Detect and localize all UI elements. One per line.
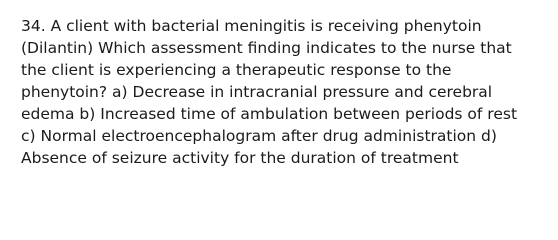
question-line: Absence of seizure activity for the duration of treatment — [21, 149, 459, 167]
question-line: 34. A client with bacterial meningitis is receiving phenytoin — [21, 17, 482, 35]
question-line: (Dilantin) Which assessment finding indicates to the nurse that — [21, 39, 512, 57]
question-line: phenytoin? a) Decrease in intracranial pressure and cerebral — [21, 83, 493, 101]
question-line: the client is experiencing a therapeutic response to the — [21, 61, 452, 79]
question-line: edema b) Increased time of ambulation between periods of rest — [21, 105, 518, 123]
question-text — [21, 15, 551, 169]
question-line: c) Normal electroencephalogram after drug administration d) — [21, 127, 497, 145]
